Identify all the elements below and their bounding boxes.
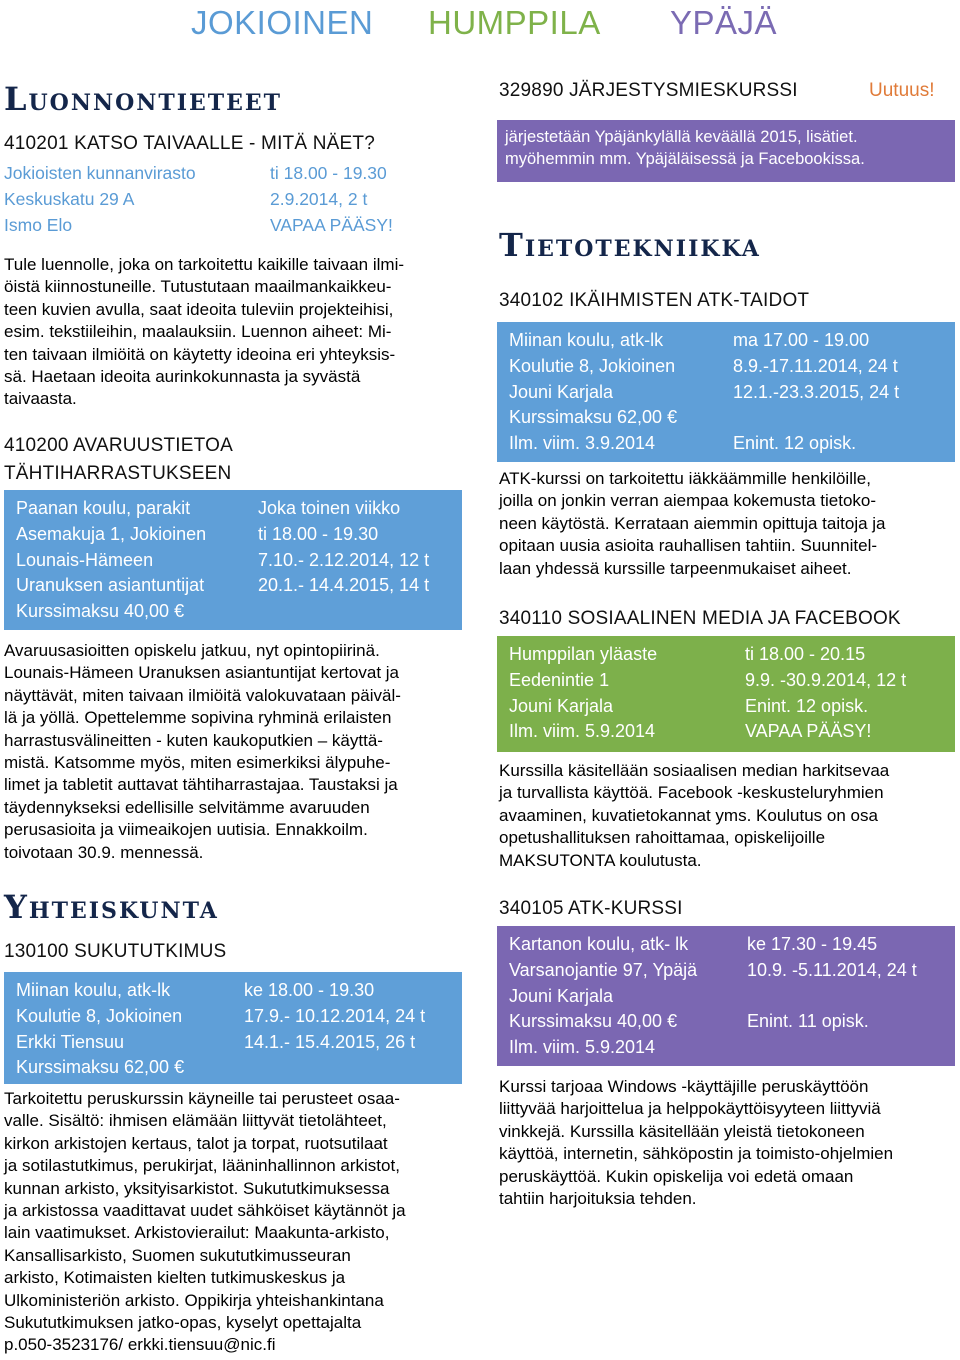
desc-line: Kurssi tarjoaa Windows -käyttäjille peruskäyttöön	[499, 1077, 869, 1096]
info-time: ti 18.00 - 19.30	[258, 523, 379, 544]
desc-line: MAKSUTONTA koulutusta.	[499, 850, 702, 870]
info-row	[509, 354, 943, 380]
course-info-box-340105	[497, 926, 955, 1066]
desc-line: kunnan arkisto, yksityisarkistot. Sukututkimuksessa	[4, 1178, 390, 1198]
info-row	[16, 522, 450, 548]
info-row	[16, 573, 450, 599]
info-time: ma 17.00 - 19.00	[733, 330, 870, 350]
info-address: Asemakuja 1, Jokioinen	[16, 523, 207, 544]
info-deadline: Ilm. viim. 3.9.2014	[509, 433, 656, 454]
info-time: ke 17.30 - 19.45	[747, 934, 878, 954]
info-row	[4, 160, 393, 186]
desc-line: käyttöä, internetin, sähköpostin ja toimisto-ohjelmien	[499, 1144, 894, 1164]
info-row	[509, 380, 943, 406]
info-teacher: Jouni Karjala	[509, 381, 614, 402]
course-info-box-340110	[497, 636, 955, 752]
info-row	[509, 719, 943, 745]
info-row	[509, 431, 943, 457]
info-address: Koulutie 8, Jokioinen	[16, 1005, 183, 1026]
header-town-ypaja: YPÄJÄ	[670, 4, 778, 41]
info-row	[4, 186, 393, 212]
info-fee: Kurssimaksu 62,00 €	[509, 407, 678, 428]
desc-line: limet ja tabletit auttavat tähtiharrastajaa. Taustaksi ja	[4, 775, 398, 795]
info-row	[16, 1030, 450, 1056]
info-teacher: Jouni Karjala	[509, 695, 614, 716]
info-date: 2.9.2014, 2 t	[270, 189, 368, 209]
info-time: ke 18.00 - 19.30	[244, 980, 375, 1000]
desc-line: Lounais-Hämeen Uranuksen asiantuntijat kertovat ja	[4, 663, 400, 683]
course-title-130100: 130100 SUKUTUTKIMUS	[4, 941, 227, 962]
info-dates-fall: 8.9.-17.11.2014, 24 t	[733, 355, 898, 376]
info-row	[509, 932, 943, 958]
info-dates: 10.9. -5.11.2014, 24 t	[747, 959, 917, 980]
info-max-students: Enint. 12 opisk.	[733, 433, 857, 454]
desc-line: joilla on jonkin verran aiempaa kokemusta tietoko-	[499, 491, 877, 511]
info-row	[509, 984, 943, 1010]
desc-line: mistä. Katsomme myös, miten esimerkiksi älypuhe-	[4, 753, 391, 773]
info-row	[16, 548, 450, 574]
info-fee: VAPAA PÄÄSY!	[745, 721, 872, 742]
info-row	[509, 328, 943, 354]
info-location: Miinan koulu, atk-lk	[509, 330, 664, 350]
section-title-yhteiskunta: Yhteiskunta	[4, 888, 219, 926]
info-row	[509, 1009, 943, 1035]
course-description-410200	[4, 640, 401, 864]
desc-line: Avaruusasioitten opiskelu jatkuu, nyt opintopiirinä.	[4, 641, 380, 660]
desc-line: Kansallisarkisto, Suomen sukututkimusseuran	[4, 1245, 351, 1265]
info-address: Keskuskatu 29 A	[4, 189, 135, 209]
desc-line: Tule luennolle, joka on tarkoitettu kaikille taivaan ilmi-	[4, 255, 405, 274]
info-dates: 9.9. -30.9.2014, 12 t	[745, 669, 907, 690]
info-fee: Kurssimaksu 40,00 €	[509, 1011, 678, 1032]
info-row	[509, 694, 943, 720]
info-address: Eedenintie 1	[509, 669, 610, 690]
announcement-box-329890	[497, 120, 955, 182]
info-frequency: Joka toinen viikko	[258, 498, 401, 518]
desc-line: Tarkoitettu peruskurssin käyneille tai perusteet osaa-	[4, 1089, 400, 1108]
desc-line: tahtiin harjoituksia tehden.	[499, 1189, 697, 1209]
info-row	[509, 405, 943, 431]
course-info-box-340102	[497, 322, 955, 462]
course-title-340110: 340110 SOSIAALINEN MEDIA JA FACEBOOK	[499, 608, 901, 629]
desc-line: neen käytöstä. Kerrataan aiemmin opittuja taitoja ja	[499, 513, 886, 533]
info-row	[509, 668, 943, 694]
header-town-humppila: HUMPPILA	[428, 4, 601, 41]
info-max-students: Enint. 11 opisk.	[747, 1011, 869, 1032]
desc-line: avaaminen, kuvatietokannat yms. Koulutus on osa	[499, 805, 878, 825]
info-row	[16, 978, 450, 1004]
desc-line: opetushallituksen rahoittamaa, opiskelijoille	[499, 828, 826, 848]
desc-line: esim. tekstiileihin, maalauksiin. Luennon aiheet: Mi-	[4, 322, 392, 342]
announce-line	[505, 126, 947, 148]
info-fee: Kurssimaksu 40,00 €	[16, 601, 185, 622]
section-title-luonnontieteet: Luonnontieteet	[4, 80, 283, 118]
info-teacher: Jouni Karjala	[509, 985, 614, 1006]
info-teacher: Uranuksen asiantuntijat	[16, 575, 205, 596]
course-info-box-410200	[4, 490, 462, 630]
info-row	[509, 1035, 943, 1061]
desc-line: näyttävät, miten taivaan ilmiöitä valokuvataan päiväl-	[4, 685, 401, 705]
desc-line: p.050-3523176/ erkki.tiensuu@nic.fi	[4, 1335, 276, 1355]
desc-line: Sukututkimuksen jatko-opas, kyselyt opettajalta	[4, 1313, 362, 1333]
info-dates-spring: 12.1.-23.3.2015, 24 t	[733, 381, 900, 402]
desc-line: valle. Sisältö: ihmisen elämään liittyvät tietolähteet,	[4, 1111, 387, 1131]
course-description-340105	[499, 1076, 893, 1210]
desc-line: ja sotilastutkimus, perukirjat, lääninhallinnon arkistot,	[4, 1156, 400, 1176]
course-title-329890: 329890 JÄRJESTYSMIESKURSSI	[499, 80, 798, 101]
new-badge: Uutuus!	[869, 80, 935, 101]
info-teacher: Lounais-Hämeen	[16, 549, 154, 570]
info-row	[509, 958, 943, 984]
desc-line: Kurssilla käsitellään sosiaalisen median harkitsevaa	[499, 761, 890, 780]
section-title-tietotekniikka: Tietotekniikka	[499, 226, 761, 264]
desc-line: lä ja yöllä. Opettelemme sopivina ryhminä erilaisten	[4, 708, 392, 728]
desc-line: ja turvallista käyttöä. Facebook -keskusteluryhmien	[499, 783, 884, 803]
course-info-box-130100	[4, 972, 462, 1084]
desc-line: toivotaan 30.9. mennessä.	[4, 842, 204, 862]
desc-line: ja arkistossa vaadittavat uudet sähköiset käytännöt ja	[4, 1201, 406, 1221]
desc-line: sä. Haetaan ideoita aurinkokunnasta ja syvästä	[4, 367, 361, 387]
info-dates-fall: 7.10.- 2.12.2014, 12 t	[258, 549, 430, 570]
info-teacher: Erkki Tiensuu	[16, 1031, 125, 1052]
course-description-130100	[4, 1088, 406, 1357]
desc-line: täydennykseksi edellisille selvitämme avaruuden	[4, 797, 370, 817]
info-row	[16, 1004, 450, 1030]
info-location: Miinan koulu, atk-lk	[16, 980, 171, 1000]
announce-text: myöhemmin mm. Ypäjäläisessä ja Facebookissa.	[505, 150, 865, 168]
info-dates-spring: 14.1.- 15.4.2015, 26 t	[244, 1031, 416, 1052]
desc-line: kirkon arkistojen kertaus, talot ja torpat, ruotsutilaat	[4, 1133, 388, 1153]
info-row	[16, 599, 450, 625]
info-deadline: Ilm. viim. 5.9.2014	[509, 1037, 656, 1058]
info-address: Koulutie 8, Jokioinen	[509, 355, 676, 376]
info-row	[16, 1055, 450, 1081]
info-time: ti 18.00 - 19.30	[270, 163, 387, 183]
info-location: Paanan koulu, parakit	[16, 498, 191, 518]
info-row	[509, 642, 943, 668]
info-row	[4, 212, 393, 238]
course-title-line: TÄHTIHARRASTUKSEEN	[4, 463, 232, 484]
desc-line: laan yhdessä kurssille tarpeenmukaiset aiheet.	[499, 558, 852, 578]
info-location: Jokioisten kunnanvirasto	[4, 163, 196, 183]
announce-text: lisätiet.	[801, 128, 858, 146]
desc-line: vinkkejä. Kurssilla käsitellään yleistä tietokoneen	[499, 1121, 865, 1141]
announce-line	[505, 148, 947, 170]
desc-line: lain vaatimukset. Arkistovierailut: Maakunta-arkisto,	[4, 1223, 390, 1243]
desc-line: Ulkoministeriön arkisto. Oppikirja yhteishankintana	[4, 1290, 384, 1310]
info-time: ti 18.00 - 20.15	[745, 644, 866, 664]
desc-line: ten taivaan ilmiöitä on käytetty ideoina eri yhteyksis-	[4, 344, 396, 364]
desc-line: peruskäyttöä. Kukin opiskelija voi edetä omaan	[499, 1166, 854, 1186]
announce-text: järjestetään Ypäjänkylällä keväällä 2015,	[505, 128, 802, 146]
info-address: Varsanojantie 97, Ypäjä	[509, 959, 698, 980]
info-fee: VAPAA PÄÄSY!	[270, 215, 393, 235]
desc-line: harrastusvälineitten - kuten kaukoputkien – käyttä-	[4, 730, 383, 750]
info-location: Humppilan yläaste	[509, 644, 658, 664]
course-description-340102	[499, 468, 886, 580]
info-dates-fall: 17.9.- 10.12.2014, 24 t	[244, 1005, 426, 1026]
info-max-students: Enint. 12 opisk.	[745, 695, 869, 716]
desc-line: liittyvää harjoittelua ja helppokäyttöisyyteen liittyviä	[499, 1099, 881, 1119]
course-title-410200	[4, 432, 233, 488]
info-location: Kartanon koulu, atk- lk	[509, 934, 689, 954]
info-row	[16, 496, 450, 522]
header-town-jokioinen: JOKIOINEN	[191, 4, 374, 41]
course-title-410201: 410201 KATSO TAIVAALLE - MITÄ NÄET?	[4, 133, 375, 154]
town-header	[0, 0, 960, 44]
info-teacher: Ismo Elo	[4, 215, 73, 235]
desc-line: arkisto, Kotimaisten kielten tutkimuskeskus ja	[4, 1268, 346, 1288]
course-description-340110	[499, 760, 889, 872]
course-title-line: 410200 AVARUUSTIETOA	[4, 435, 233, 456]
course-info-410201	[4, 160, 393, 238]
course-title-340105: 340105 ATK-KURSSI	[499, 898, 683, 919]
desc-line: perusasioita ja viimeaikojen uutisia. Ennakkoilm.	[4, 820, 368, 840]
info-dates-spring: 20.1.- 14.4.2015, 14 t	[258, 575, 430, 596]
info-fee: Kurssimaksu 62,00 €	[16, 1057, 185, 1078]
desc-line: opitaan uusia asioita rauhallisen tahtiin. Suunnitel-	[499, 536, 878, 556]
desc-line: öistä kiinnostuneille. Tutustutaan maailmankaikkeu-	[4, 277, 392, 297]
desc-line: ATK-kurssi on tarkoitettu iäkkäämmille henkilöille,	[499, 469, 871, 488]
desc-line: taivaasta.	[4, 389, 77, 409]
info-deadline: Ilm. viim. 5.9.2014	[509, 721, 656, 742]
desc-line: teen kuvien avulla, saat ideoita tuleviin projekteihisi,	[4, 299, 394, 319]
course-description-410201	[4, 254, 404, 411]
course-title-340102: 340102 IKÄIHMISTEN ATK-TAIDOT	[499, 290, 810, 311]
